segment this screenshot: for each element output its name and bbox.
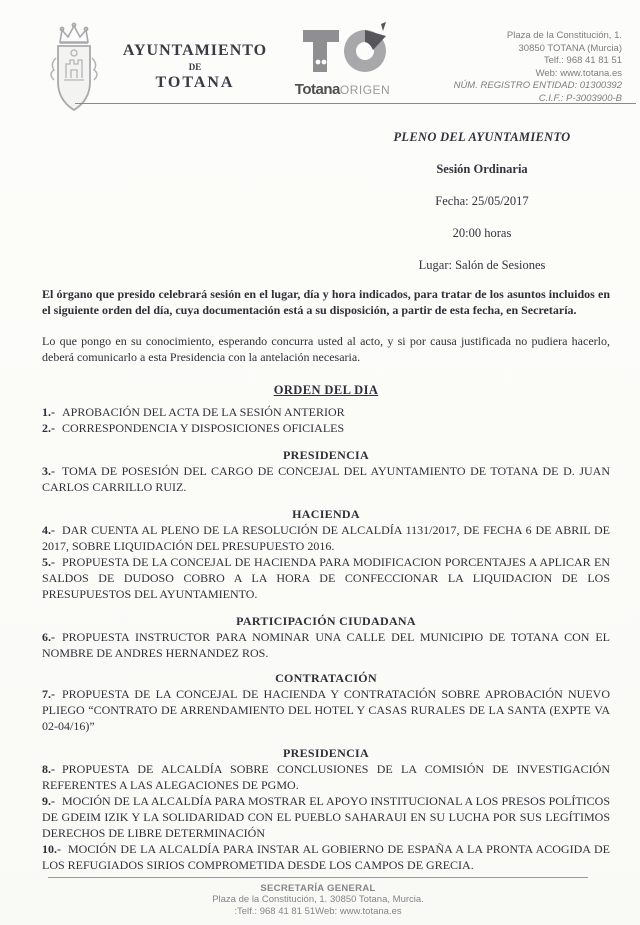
- agenda-item-5-text: PROPUESTA DE LA CONCEJAL DE HACIENDA PARA MODIFICACION PORCENTAJES A APLICAR EN SALDOS DE DUDOSO COBRO A LA HORA DE CONFECCIONAR LA LIQUIDACION DE LOS PRESUPUESTOS DEL AYUNTAMIENTO.: [42, 555, 610, 601]
- totana-coat-of-arms-icon: [38, 20, 110, 120]
- agenda-item-5-number: 5.-: [42, 555, 55, 569]
- totana-origen-logo: [275, 22, 410, 99]
- agenda-item-10-text: MOCIÓN DE LA ALCALDÍA PARA INSTAR AL GOBIERNO DE ESPAÑA A LA PRONTA ACOGIDA DE LOS REFUGIADOS SIRIOS COMPROMETIDA DESDE LOS CAMPOS DE GRECIA.: [42, 842, 610, 872]
- intro-paragraph-1: El órgano que presido celebrará sesión en el lugar, día y hora indicados, para tratar de los asuntos incluidos en el siguiente orden del día, cuya documentación está a su disposición, a partir de esta fecha, en Secretaría.: [42, 287, 610, 317]
- agenda-item-7-number: 7.-: [42, 687, 55, 701]
- agenda-item-4-number: 4.-: [42, 523, 55, 537]
- agenda-item-4-text: DAR CUENTA AL PLENO DE LA RESOLUCIÓN DE ALCALDÍA 1131/2017, DE FECHA 6 DE ABRIL DE 2017, SOBRE LIQUIDACIÓN DEL PRESUPUESTO 2016.: [42, 523, 610, 553]
- section-heading-presidencia-2: PRESIDENCIA: [283, 746, 369, 760]
- org-name-line1: AYUNTAMIENTO: [122, 42, 268, 59]
- contact-phone: Telf.: 968 41 81 51: [543, 55, 622, 66]
- contact-address1: Plaza de la Constitución, 1.: [506, 30, 622, 41]
- agenda-item-1: [42, 404, 610, 420]
- footer-contact: :Telf.: 968 41 81 51Web: www.totana.es: [234, 905, 402, 917]
- agenda-item-7-text: PROPUESTA DE LA CONCEJAL DE HACIENDA Y CONTRATACIÓN SOBRE APROBACIÓN NUEVO PLIEGO “CONTRATO DE ARRENDAMIENTO DEL HOTEL Y CASAS RURALES DE LA SANTA (EXPTE VA 02-04/16)”: [42, 687, 610, 733]
- brand-wordmark: [275, 81, 410, 99]
- agenda-item-2-number: 2.-: [42, 421, 55, 435]
- agenda-item-7: [42, 686, 610, 734]
- section-heading-hacienda: HACIENDA: [292, 507, 360, 521]
- document-title: PLENO DEL AYUNTAMIENTO: [393, 130, 571, 144]
- agenda-item-6-number: 6.-: [42, 630, 55, 644]
- agenda-item-4: [42, 522, 610, 554]
- section-heading-contratacion: CONTRATACIÓN: [275, 671, 377, 685]
- brand-light: ORIGEN: [339, 83, 391, 97]
- agenda-item-9-number: 9.-: [42, 794, 55, 808]
- footer-title: SECRETARÍA GENERAL: [260, 882, 376, 894]
- agenda-item-5: [42, 554, 610, 602]
- contact-web: Web: www.totana.es: [535, 67, 622, 79]
- agenda-item-9-text: MOCIÓN DE LA ALCALDÍA PARA MOSTRAR EL APOYO INSTITUCIONAL A LOS PRESOS POLÍTICOS DE GDEIM IZIK Y LA SOLIDARIDAD CON EL PUEBLO SAHARAUI EN SU LUCHA POR SUS LEGÍTIMOS DERECHOS DE LIBRE DETERMINACIÓN: [42, 794, 610, 840]
- agenda-item-10-number: 10.-: [42, 842, 61, 856]
- section-heading-participacion: PARTICIPACIÓN CIUDADANA: [236, 614, 416, 628]
- footer-address: Plaza de la Constitución, 1. 30850 Totana, Murcia.: [212, 894, 424, 905]
- contact-cif: C.I.F.: P-3003900-B: [538, 92, 622, 104]
- totana-origen-logo-icon: [293, 22, 393, 80]
- agenda-item-3-number: 3.-: [42, 464, 55, 478]
- agenda-item-2-text: CORRESPONDENCIA Y DISPOSICIONES OFICIALES: [62, 421, 345, 435]
- agenda-item-2: [42, 420, 610, 436]
- brand-bold: Totana: [294, 81, 340, 98]
- agenda-item-1-text: APROBACIÓN DEL ACTA DE LA SESIÓN ANTERIOR: [62, 405, 345, 419]
- header-divider: [75, 103, 636, 104]
- org-name: [115, 42, 275, 92]
- document-footer: [48, 877, 588, 918]
- session-type: Sesión Ordinaria: [436, 162, 528, 176]
- contact-registry: NÚM. REGISTRO ENTIDAD: 01300392: [453, 80, 622, 91]
- agenda-item-1-number: 1.-: [42, 405, 55, 419]
- header-contact-block: [392, 30, 622, 105]
- org-name-line3: TOTANA: [155, 74, 235, 91]
- agenda-heading: ORDEN DEL DIA: [273, 383, 379, 397]
- agenda-item-9: [42, 793, 610, 841]
- agenda-item-8-text: PROPUESTA DE ALCALDÍA SOBRE CONCLUSIONES DE LA COMISIÓN DE INVESTIGACIÓN REFERENTES A LAS ALEGACIONES DE PGMO.: [42, 762, 610, 792]
- session-date: Fecha: 25/05/2017: [435, 194, 529, 208]
- agenda-item-3: [42, 463, 610, 495]
- document-header: [20, 22, 632, 108]
- agenda-item-8-number: 8.-: [42, 762, 55, 776]
- session-location: Lugar: Salón de Sesiones: [418, 258, 546, 272]
- document-body: [42, 286, 610, 873]
- agenda-item-8: [42, 761, 610, 793]
- org-name-line2: DE: [188, 62, 202, 72]
- section-heading-presidencia-1: PRESIDENCIA: [283, 448, 369, 462]
- session-meta-block: [352, 130, 612, 273]
- agenda-item-6-text: PROPUESTA INSTRUCTOR PARA NOMINAR UNA CALLE DEL MUNICIPIO DE TOTANA CON EL NOMBRE DE ANDRES HERNANDEZ ROS.: [42, 630, 610, 660]
- agenda-item-10: [42, 841, 610, 873]
- agenda-item-3-text: TOMA DE POSESIÓN DEL CARGO DE CONCEJAL DEL AYUNTAMIENTO DE TOTANA DE D. JUAN CARLOS CARRILLO RUIZ.: [42, 464, 610, 494]
- agenda-item-6: [42, 629, 610, 661]
- intro-paragraph-2: Lo que pongo en su conocimiento, esperando concurra usted al acto, y si por causa justificada no pudiera hacerlo, deberá comunicarlo a esta Presidencia con la antelación necesaria.: [42, 334, 610, 364]
- contact-address2: 30850 TOTANA (Murcia): [518, 42, 622, 54]
- session-time: 20:00 horas: [452, 226, 512, 240]
